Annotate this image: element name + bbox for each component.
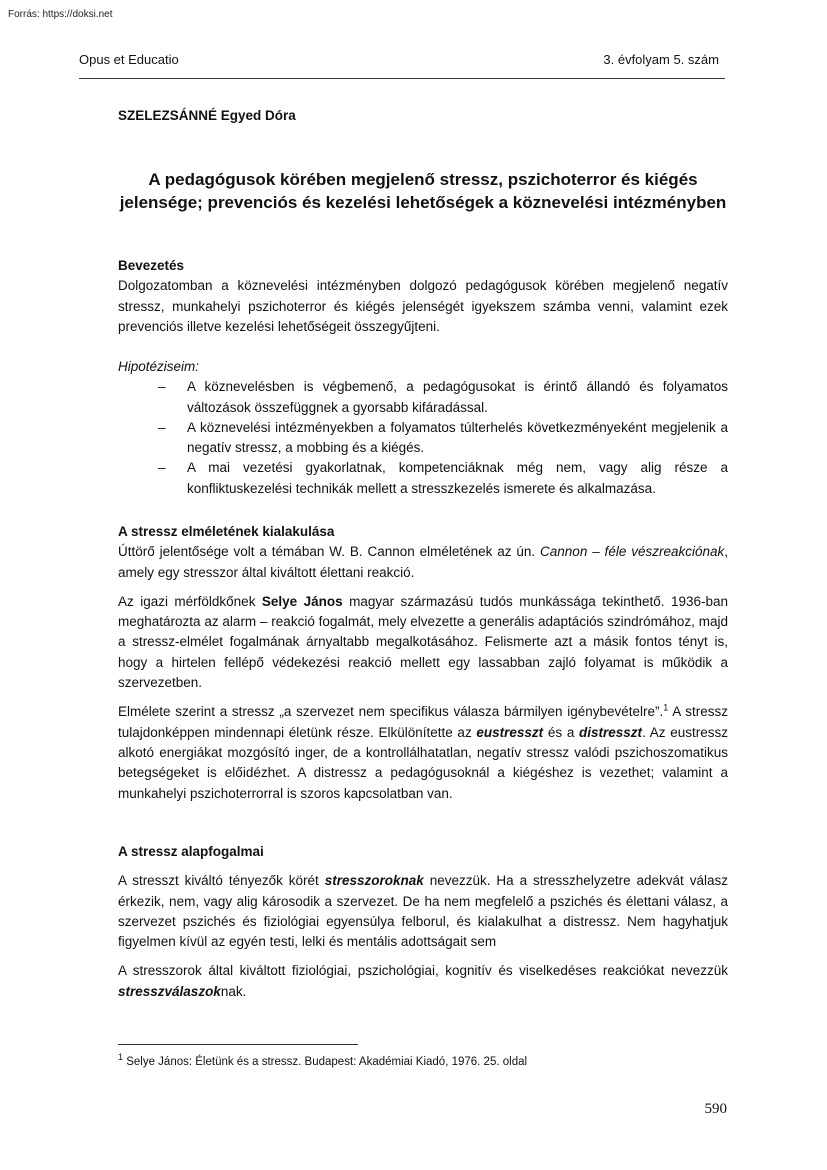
list-item [118,418,728,459]
stressor-term: stresszoroknak [324,873,424,889]
hypotheses-label: Hipotéziseim: [118,359,200,374]
hypothesis-text: A köznevelésben is végbemenő, a pedagógusokat is érintő állandó és folyamatos változások összefüggnek a gyorsabb kifáradással. [187,379,728,415]
footnote-ref: 1 [663,702,669,713]
author-name: SZELEZSÁNNÉ Egyed Dóra [118,108,296,123]
basics-paragraph-1 [118,871,728,952]
source-watermark: Forrás: https://doksi.net [8,9,113,20]
text-run: . Az eustressz alkotó energiákat mozgósító inger, de a kontrollálhatatlan, negatív stressz valódi pszichoszomatikus betegségeket is előidézhet. A distressz a pedagógusoknál a kiégéshez is vezethet; valamint a munkahelyi pszichoterrorral is szoros kapcsolatban van. [118,724,728,801]
text-run: Az igazi mérföldkőnek [118,593,262,609]
text-run: Elmélete szerint a stressz „a szervezet nem specifikus válasza bármilyen igénybevételre”. [118,704,664,720]
dash-bullet: – [158,379,166,395]
text-run: nak. [220,983,247,999]
dash-bullet: – [158,419,166,435]
basics-paragraph-2 [118,961,728,1002]
header-rule [79,78,725,79]
hypotheses-section [118,357,728,499]
intro-section [118,256,728,337]
article-title [100,168,746,214]
theory-heading: A stressz elméletének kialakulása [118,524,335,539]
theory-paragraph-1 [118,542,728,583]
text-run: A stresszorok által kiváltott fiziológiai, pszichológiai, kognitív és viselkedéses reakciókat nevezzük [118,963,728,979]
theory-paragraph-3 [118,702,728,803]
text-run: , amely egy stresszor által kiváltott élettani reakció. [118,544,729,580]
basics-section [118,842,728,1002]
footnote-number: 1 [118,1052,124,1063]
list-item [118,377,728,418]
list-item [118,458,728,499]
eustress-term: eustresszt [476,724,544,740]
text-run: nevezzük. Ha a stresszhelyzetre adekvát válasz érkezik, nem, vagy alig károsodik a szervezet. De ha nem megfelelő a pszichés és élettani válasz, a szervezet pszichés és fiziológiai egyensúlya felborul, és kialakulhat a distressz. Nem hagyhatjuk figyelmen kívül az egyén testi, lelki és mentális adottságait sem [118,873,728,950]
intro-heading: Bevezetés [118,258,185,273]
theory-section [118,522,728,804]
hypotheses-list [118,377,728,499]
hypothesis-text: A mai vezetési gyakorlatnak, kompetenciáknak még nem, vagy alig része a konfliktuskezelési technikák mellett a stresszkezelés ismerete és alkalmazása. [187,460,728,496]
footnote [118,1052,528,1068]
title-line-2: jelensége; prevenciós és kezelési lehetőségek a köznevelési intézményben [119,193,727,212]
page-number: 590 [704,1101,727,1117]
hypothesis-text: A köznevelési intézményekben a folyamatos túlterhelés következményeként megjelenik a negatív stressz, a mobbing és a kiégés. [187,419,728,456]
title-line-1: A pedagógusok körében megjelenő stressz, pszichoterror és kiégés [148,170,698,189]
basics-heading: A stressz alapfogalmai [118,844,264,859]
text-run: magyar származású tudós munkássága tekinthető. 1936-ban meghatározta az alarm – reakció fogalmát, mely elvezette a generális adaptációs szindrómához, majd a stressz-elmélet fogalmának árnyaltabb megalkotásához. Felismerte azt a másik fontos tényt is, hogy a hirtelen fellépő védekezési reakció mellett egy lassabban zajló folyamat is működik a szervezetben. [118,593,729,691]
footnote-rule [118,1044,358,1045]
text-run: Úttörő jelentősége volt a témában W. B. Cannon elméletének az ún. [118,544,541,560]
journal-name: Opus et Educatio [79,52,179,67]
theory-paragraph-2 [118,592,728,693]
cannon-term: Cannon – féle vészreakciónak [540,544,725,560]
text-run: és a [543,724,580,740]
intro-paragraph: Dolgozatomban a köznevelési intézményben dolgozó pedagógusok körében megjelenő negatív stressz, munkahelyi pszichoterror és kiégés jelenségét igyekszem számba venni, valamint ezek prevenciós illetve kezelési lehetőségeit összegyűjteni. [118,278,728,334]
footnote-text: Selye János: Életünk és a stressz. Budapest: Akadémiai Kiadó, 1976. 25. oldal [123,1056,528,1068]
issue-label: 3. évfolyam 5. szám [603,52,719,67]
text-run: A stressz tulajdonképpen mindennapi életünk része. Elkülönítette az [118,704,728,740]
distress-term: distresszt [579,724,643,740]
selye-name: Selye János [261,593,343,609]
dash-bullet: – [158,460,166,476]
stress-response-term: stresszválaszok [118,983,221,999]
text-run: A stresszt kiváltó tényezők körét [118,873,325,889]
